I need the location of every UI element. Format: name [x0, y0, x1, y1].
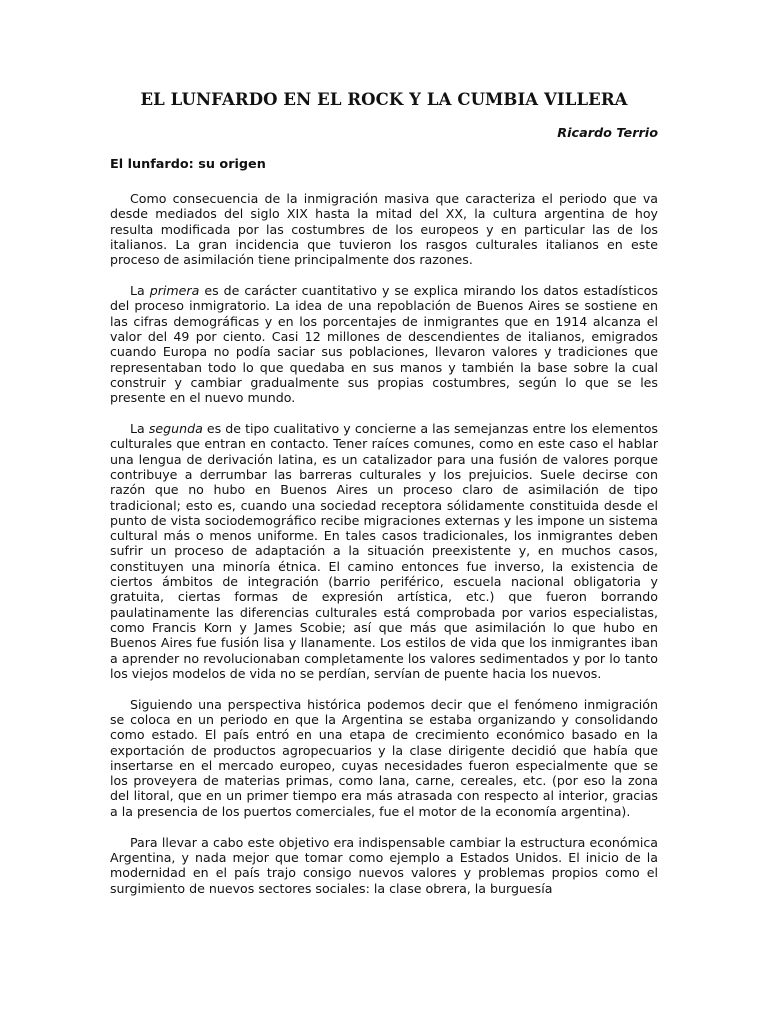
author-name: Ricardo Terrio	[557, 126, 658, 141]
emphasized-word: segunda	[148, 421, 203, 437]
paragraph-text: Siguiendo una perspectiva histórica podemos decir que el fenómeno inmigración se coloca en un periodo en que la Argentina se estaba organizando y consolidando como estado. El país entró en una etapa de crecimiento económico basado en la exportación de productos agropecuarios y la clase dirigente decidió que había que insertarse en el mercado europeo, cuyas necesidades fueron especialmente que se los proveyera de materias primas, como lana, carne, cereales, etc. (por eso la zona del litoral, que en un primer tiempo era más atrasada con respecto al interior, gracias a la presencia de los puertos comerciales, fue el motor de la economía argentina).	[110, 696, 658, 819]
paragraph-lead: La	[130, 283, 150, 299]
paragraph-3	[110, 421, 658, 681]
document-body	[110, 191, 658, 911]
paragraph-text: es de tipo cualitativo y concierne a las semejanzas entre los elementos culturales que entran en contacto. Tener raíces comunes, como en este caso el hablar una lengua de derivación latina, es un catalizador para una fusión de valores porque contribuye a derrumbar las barreras culturales y los prejuicios. Suele decirse con razón que no hubo en Buenos Aires un proceso claro de asimilación de tipo tradicional; esto es, cuando una sociedad receptora sólidamente constituida desde el punto de vista sociodemográfico recibe migraciones externas y les impone un sistema cultural más o menos uniforme. En tales casos tradicionales, los inmigrantes deben sufrir un proceso de adaptación a la situación preexistente y, en muchos casos, constituyen una minoría étnica. El camino entonces fue inverso, la existencia de ciertos ámbitos de integración (barrio periférico, escuela nacional obligatoria y gratuita, ciertas formas de expresión artística, etc.) que fueron borrando paulatinamente las diferencias culturales está comprobada por varios especialistas, como Francis Korn y James Scobie; así que más que asimilación lo que hubo en Buenos Aires fue fusión lisa y llanamente. Los estilos de vida que los inmigrantes iban a aprender no revolucionaban completamente los valores sedimentados y por lo tanto los viejos modelos de vida no se perdían, servían de puente hacia los nuevos.	[110, 421, 658, 681]
paragraph-5	[110, 835, 658, 896]
paragraph-text: Como consecuencia de la inmigración masiva que caracteriza el periodo que va desde mediados del siglo XIX hasta la mitad del XX, la cultura argentina de hoy resulta modificada por las costumbres de los europeos y en particular las de los italianos. La gran incidencia que tuvieron los rasgos culturales italianos en este proceso de asimilación tiene principalmente dos razones.	[110, 191, 658, 268]
section-heading: El lunfardo: su origen	[110, 157, 266, 172]
paragraph-text: Para llevar a cabo este objetivo era indispensable cambiar la estructura económica Argentina, y nada mejor que tomar como ejemplo a Estados Unidos. El inicio de la modernidad en el país trajo consigo nuevos valores y problemas propios como el surgimiento de nuevos sectores sociales: la clase obrera, la burguesía	[110, 834, 658, 896]
paragraph-1	[110, 191, 658, 267]
document-title: EL LUNFARDO EN EL ROCK Y LA CUMBIA VILLERA	[140, 90, 628, 109]
paragraph-2	[110, 283, 658, 405]
paragraph-text: es de carácter cuantitativo y se explica mirando los datos estadísticos del proceso inmigratorio. La idea de una repoblación de Buenos Aires se sostiene en las cifras demográficas y en los porcentajes de inmigrantes que en 1914 alcanza el valor del 49 por ciento. Casi 12 millones de descendientes de italianos, emigrados cuando Europa no podía saciar sus poblaciones, llevaron valores y tradiciones que representaban todo lo que quedaba en sus manos y también la base sobre la cual construir y cambiar gradualmente sus propias costumbres, según lo que se les presente en el nuevo mundo.	[110, 283, 658, 406]
paragraph-lead: La	[130, 421, 149, 437]
paragraph-4	[110, 697, 658, 819]
emphasized-word: primera	[149, 283, 200, 299]
